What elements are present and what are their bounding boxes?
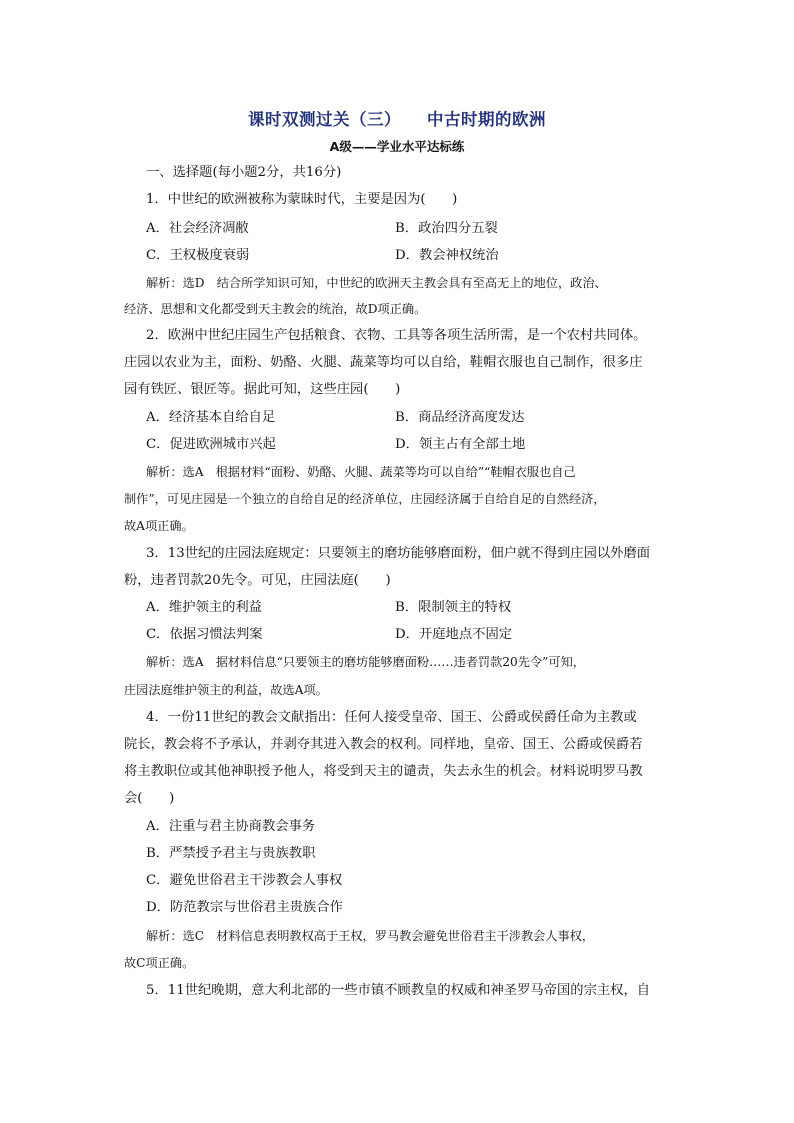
q1-option-c: C．王权极度衰弱 (146, 248, 250, 263)
q2-stem-line-3: 园有铁匠、银匠等。据此可知，这些庄园( ) (124, 382, 401, 397)
section-header: 一、选择题(每小题2分，共16分) (146, 165, 342, 180)
q2-stem-line-2: 庄园以农业为主，面粉、奶酪、火腿、蔬菜等均可以自给，鞋帽衣服也自己制作，很多庄 (124, 355, 643, 370)
q5-stem-line-1: 5．11世纪晚期，意大利北部的一些市镇不顾教皇的权威和神圣罗马帝国的宗主权，自 (146, 983, 651, 998)
title-part-2: 中古时期的欧洲 (427, 110, 546, 129)
q4-analysis-line-2: 故C项正确。 (124, 956, 195, 970)
q2-option-a: A．经济基本自给自足 (146, 410, 276, 425)
q3-option-d: D．开庭地点不固定 (395, 627, 513, 642)
q4-stem-line-3: 将主教职位或其他神职授予他人，将受到天主的谴责，失去永生的机会。材料说明罗马教 (124, 764, 643, 779)
q2-option-d: D．领主占有全部土地 (395, 437, 526, 452)
q3-option-a: A．维护领主的利益 (146, 600, 262, 615)
q1-option-b: B．政治四分五裂 (395, 221, 498, 236)
q2-option-b: B．商品经济高度发达 (395, 410, 525, 425)
q4-stem-line-1: 4．一份11世纪的教会文献指出：任何人接受皇帝、国王、公爵或侯爵任命为主教或 (146, 710, 637, 725)
q2-option-c: C．促进欧洲城市兴起 (146, 437, 276, 452)
q3-analysis-line-2: 庄园法庭维护领主的利益，故选A项。 (124, 683, 328, 697)
level-heading: A级——学业水平达标练 (329, 139, 465, 154)
q3-stem-line-1: 3．13世纪的庄园法庭规定：只要领主的磨坊能够磨面粉，佃户就不得到庄园以外磨面 (146, 546, 651, 561)
q4-option-b: B．严禁授予君主与贵族教职 (146, 846, 316, 861)
q4-option-d: D．防范教宗与世俗君主贵族合作 (146, 900, 343, 915)
title-part-1: 课时双测过关（三） (248, 110, 401, 129)
q2-analysis-line-2: 制作”，可见庄园是一个独立的自给自足的经济单位，庄园经济属于自给自足的自然经济， (124, 492, 606, 506)
q1-stem: 1．中世纪的欧洲被称为蒙昧时代，主要是因为( ) (146, 192, 458, 207)
q1-analysis-line-1: 解析：选D 结合所学知识可知，中世纪的欧洲天主教会具有至高无上的地位，政治、 (146, 276, 607, 290)
q2-analysis-line-3: 故A项正确。 (124, 519, 194, 533)
q4-stem-line-4: 会( ) (124, 791, 175, 806)
q4-analysis-line-1: 解析：选C 材料信息表明教权高于王权，罗马教会避免世俗君主干涉教会人事权， (146, 929, 595, 943)
q4-stem-line-2: 院长，教会将不予承认，并剥夺其进入教会的权利。同样地，皇帝、国王、公爵或侯爵若 (124, 737, 643, 752)
q3-option-c: C．依据习惯法判案 (146, 627, 263, 642)
q1-analysis-line-2: 经济、思想和文化都受到天主教会的统治，故D项正确。 (124, 302, 427, 316)
q2-stem-line-1: 2．欧洲中世纪庄园生产包括粮食、衣物、工具等各项生活所需，是一个农村共同体。 (146, 328, 647, 343)
document-title (0, 106, 794, 130)
q2-analysis-line-1: 解析：选A 根据材料“面粉、奶酪、火腿、蔬菜等均可以自给”“鞋帽衣服也自己 (146, 465, 576, 479)
q3-stem-line-2: 粉，违者罚款20先令。可见，庄园法庭( ) (124, 573, 391, 588)
q4-option-c: C．避免世俗君主干涉教会人事权 (146, 873, 343, 888)
q1-option-a: A．社会经济凋敝 (146, 221, 249, 236)
q4-option-a: A．注重与君主协商教会事务 (146, 819, 316, 834)
q3-option-b: B．限制领主的特权 (395, 600, 512, 615)
q3-analysis-line-1: 解析：选A 据材料信息“只要领主的磨坊能够磨面粉……违者罚款20先令”可知， (146, 655, 585, 669)
q1-option-d: D．教会神权统治 (395, 248, 499, 263)
